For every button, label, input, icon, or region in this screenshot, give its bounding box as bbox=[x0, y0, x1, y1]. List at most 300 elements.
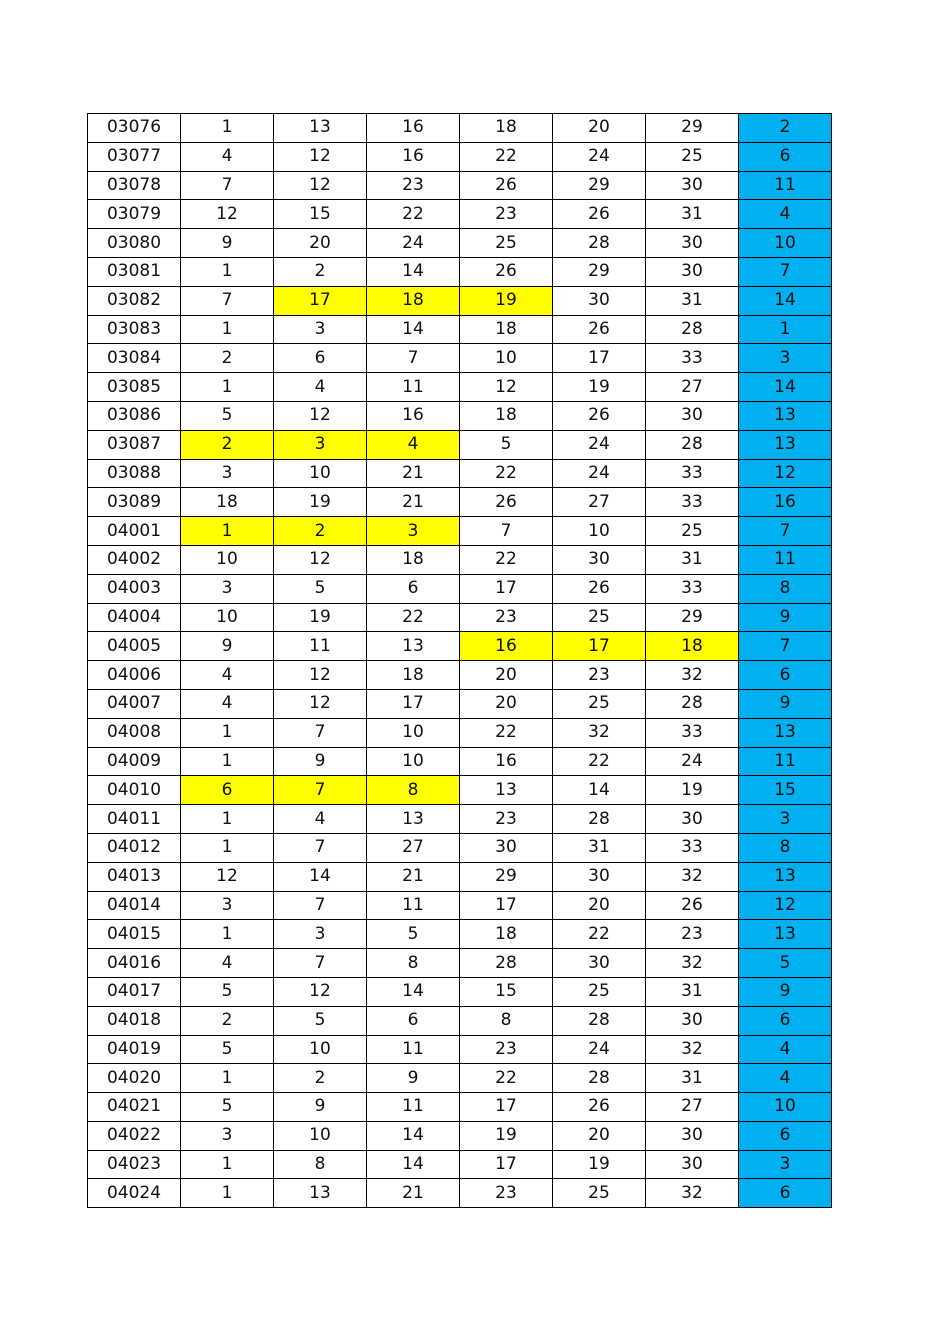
number-cell[interactable]: 11 bbox=[274, 632, 367, 661]
number-cell[interactable]: 19 bbox=[274, 488, 367, 517]
number-cell[interactable]: 1 bbox=[181, 833, 274, 862]
number-cell[interactable]: 18 bbox=[460, 315, 553, 344]
special-number-cell[interactable]: 10 bbox=[739, 229, 832, 258]
number-cell[interactable]: 8 bbox=[460, 1006, 553, 1035]
draw-number-cell[interactable]: 04015 bbox=[88, 920, 181, 949]
number-cell[interactable]: 30 bbox=[646, 1121, 739, 1150]
number-cell[interactable]: 15 bbox=[460, 977, 553, 1006]
number-cell[interactable]: 32 bbox=[646, 862, 739, 891]
special-number-cell[interactable]: 4 bbox=[739, 1035, 832, 1064]
number-cell[interactable]: 28 bbox=[646, 315, 739, 344]
number-cell[interactable]: 1 bbox=[181, 1179, 274, 1208]
number-cell[interactable]: 23 bbox=[367, 171, 460, 200]
draw-number-cell[interactable]: 04003 bbox=[88, 574, 181, 603]
number-cell[interactable]: 2 bbox=[274, 1064, 367, 1093]
number-cell[interactable]: 6 bbox=[367, 574, 460, 603]
number-cell[interactable]: 20 bbox=[553, 891, 646, 920]
special-number-cell[interactable]: 7 bbox=[739, 517, 832, 546]
special-number-cell[interactable]: 6 bbox=[739, 1179, 832, 1208]
number-cell[interactable]: 23 bbox=[460, 1035, 553, 1064]
number-cell[interactable]: 25 bbox=[460, 229, 553, 258]
number-cell[interactable]: 7 bbox=[181, 171, 274, 200]
number-cell[interactable]: 24 bbox=[553, 142, 646, 171]
number-cell[interactable]: 14 bbox=[274, 862, 367, 891]
draw-number-cell[interactable]: 03081 bbox=[88, 257, 181, 286]
highlighted-number-cell[interactable]: 19 bbox=[460, 286, 553, 315]
number-cell[interactable]: 24 bbox=[367, 229, 460, 258]
number-cell[interactable]: 8 bbox=[274, 1150, 367, 1179]
number-cell[interactable]: 22 bbox=[460, 545, 553, 574]
number-cell[interactable]: 26 bbox=[553, 1093, 646, 1122]
number-cell[interactable]: 13 bbox=[367, 805, 460, 834]
special-number-cell[interactable]: 3 bbox=[739, 805, 832, 834]
highlighted-number-cell[interactable]: 2 bbox=[274, 517, 367, 546]
draw-number-cell[interactable]: 04018 bbox=[88, 1006, 181, 1035]
number-cell[interactable]: 4 bbox=[181, 949, 274, 978]
draw-number-cell[interactable]: 03085 bbox=[88, 373, 181, 402]
draw-number-cell[interactable]: 04005 bbox=[88, 632, 181, 661]
draw-number-cell[interactable]: 04006 bbox=[88, 661, 181, 690]
number-cell[interactable]: 11 bbox=[367, 1035, 460, 1064]
number-cell[interactable]: 26 bbox=[553, 315, 646, 344]
number-cell[interactable]: 18 bbox=[367, 661, 460, 690]
number-cell[interactable]: 9 bbox=[181, 632, 274, 661]
number-cell[interactable]: 17 bbox=[553, 344, 646, 373]
number-cell[interactable]: 10 bbox=[274, 1035, 367, 1064]
number-cell[interactable]: 10 bbox=[274, 1121, 367, 1150]
number-cell[interactable]: 11 bbox=[367, 891, 460, 920]
number-cell[interactable]: 21 bbox=[367, 1179, 460, 1208]
number-cell[interactable]: 19 bbox=[274, 603, 367, 632]
draw-number-cell[interactable]: 04020 bbox=[88, 1064, 181, 1093]
number-cell[interactable]: 28 bbox=[553, 1006, 646, 1035]
number-cell[interactable]: 2 bbox=[274, 257, 367, 286]
draw-number-cell[interactable]: 04017 bbox=[88, 977, 181, 1006]
number-cell[interactable]: 30 bbox=[553, 862, 646, 891]
special-number-cell[interactable]: 10 bbox=[739, 1093, 832, 1122]
number-cell[interactable]: 16 bbox=[367, 114, 460, 143]
number-cell[interactable]: 1 bbox=[181, 373, 274, 402]
number-cell[interactable]: 28 bbox=[553, 805, 646, 834]
number-cell[interactable]: 19 bbox=[646, 776, 739, 805]
number-cell[interactable]: 23 bbox=[553, 661, 646, 690]
number-cell[interactable]: 13 bbox=[367, 632, 460, 661]
number-cell[interactable]: 26 bbox=[460, 488, 553, 517]
draw-number-cell[interactable]: 04022 bbox=[88, 1121, 181, 1150]
number-cell[interactable]: 24 bbox=[553, 459, 646, 488]
number-cell[interactable]: 12 bbox=[274, 977, 367, 1006]
number-cell[interactable]: 21 bbox=[367, 862, 460, 891]
number-cell[interactable]: 5 bbox=[460, 430, 553, 459]
highlighted-number-cell[interactable]: 17 bbox=[553, 632, 646, 661]
number-cell[interactable]: 23 bbox=[460, 805, 553, 834]
number-cell[interactable]: 27 bbox=[646, 1093, 739, 1122]
number-cell[interactable]: 23 bbox=[646, 920, 739, 949]
special-number-cell[interactable]: 9 bbox=[739, 603, 832, 632]
special-number-cell[interactable]: 9 bbox=[739, 977, 832, 1006]
number-cell[interactable]: 4 bbox=[181, 661, 274, 690]
number-cell[interactable]: 14 bbox=[367, 1121, 460, 1150]
draw-number-cell[interactable]: 03084 bbox=[88, 344, 181, 373]
special-number-cell[interactable]: 4 bbox=[739, 1064, 832, 1093]
number-cell[interactable]: 3 bbox=[181, 891, 274, 920]
number-cell[interactable]: 26 bbox=[460, 257, 553, 286]
special-number-cell[interactable]: 9 bbox=[739, 689, 832, 718]
number-cell[interactable]: 12 bbox=[181, 200, 274, 229]
number-cell[interactable]: 24 bbox=[553, 430, 646, 459]
draw-number-cell[interactable]: 04002 bbox=[88, 545, 181, 574]
number-cell[interactable]: 7 bbox=[274, 833, 367, 862]
special-number-cell[interactable]: 3 bbox=[739, 344, 832, 373]
special-number-cell[interactable]: 14 bbox=[739, 286, 832, 315]
number-cell[interactable]: 33 bbox=[646, 488, 739, 517]
highlighted-number-cell[interactable]: 2 bbox=[181, 430, 274, 459]
number-cell[interactable]: 26 bbox=[646, 891, 739, 920]
special-number-cell[interactable]: 11 bbox=[739, 545, 832, 574]
number-cell[interactable]: 3 bbox=[181, 459, 274, 488]
number-cell[interactable]: 8 bbox=[367, 949, 460, 978]
highlighted-number-cell[interactable]: 1 bbox=[181, 517, 274, 546]
number-cell[interactable]: 15 bbox=[274, 200, 367, 229]
number-cell[interactable]: 10 bbox=[553, 517, 646, 546]
number-cell[interactable]: 1 bbox=[181, 114, 274, 143]
special-number-cell[interactable]: 3 bbox=[739, 1150, 832, 1179]
special-number-cell[interactable]: 2 bbox=[739, 114, 832, 143]
special-number-cell[interactable]: 6 bbox=[739, 1121, 832, 1150]
number-cell[interactable]: 11 bbox=[367, 373, 460, 402]
number-cell[interactable]: 1 bbox=[181, 718, 274, 747]
special-number-cell[interactable]: 12 bbox=[739, 459, 832, 488]
number-cell[interactable]: 30 bbox=[646, 1006, 739, 1035]
special-number-cell[interactable]: 13 bbox=[739, 862, 832, 891]
number-cell[interactable]: 30 bbox=[646, 401, 739, 430]
number-cell[interactable]: 12 bbox=[181, 862, 274, 891]
number-cell[interactable]: 33 bbox=[646, 459, 739, 488]
number-cell[interactable]: 18 bbox=[460, 920, 553, 949]
number-cell[interactable]: 13 bbox=[274, 1179, 367, 1208]
number-cell[interactable]: 3 bbox=[274, 315, 367, 344]
number-cell[interactable]: 28 bbox=[553, 1064, 646, 1093]
number-cell[interactable]: 10 bbox=[367, 718, 460, 747]
special-number-cell[interactable]: 8 bbox=[739, 833, 832, 862]
number-cell[interactable]: 12 bbox=[274, 142, 367, 171]
number-cell[interactable]: 14 bbox=[367, 257, 460, 286]
number-cell[interactable]: 33 bbox=[646, 833, 739, 862]
number-cell[interactable]: 1 bbox=[181, 1150, 274, 1179]
number-cell[interactable]: 32 bbox=[646, 1035, 739, 1064]
draw-number-cell[interactable]: 04013 bbox=[88, 862, 181, 891]
number-cell[interactable]: 29 bbox=[553, 171, 646, 200]
number-cell[interactable]: 30 bbox=[553, 949, 646, 978]
special-number-cell[interactable]: 6 bbox=[739, 142, 832, 171]
number-cell[interactable]: 30 bbox=[646, 257, 739, 286]
number-cell[interactable]: 22 bbox=[460, 142, 553, 171]
number-cell[interactable]: 32 bbox=[646, 661, 739, 690]
number-cell[interactable]: 11 bbox=[367, 1093, 460, 1122]
number-cell[interactable]: 25 bbox=[553, 603, 646, 632]
number-cell[interactable]: 4 bbox=[181, 689, 274, 718]
draw-number-cell[interactable]: 04012 bbox=[88, 833, 181, 862]
number-cell[interactable]: 10 bbox=[274, 459, 367, 488]
number-cell[interactable]: 22 bbox=[460, 718, 553, 747]
number-cell[interactable]: 9 bbox=[181, 229, 274, 258]
special-number-cell[interactable]: 13 bbox=[739, 401, 832, 430]
special-number-cell[interactable]: 7 bbox=[739, 257, 832, 286]
number-cell[interactable]: 17 bbox=[460, 574, 553, 603]
number-cell[interactable]: 26 bbox=[553, 574, 646, 603]
number-cell[interactable]: 7 bbox=[274, 949, 367, 978]
special-number-cell[interactable]: 11 bbox=[739, 171, 832, 200]
number-cell[interactable]: 13 bbox=[460, 776, 553, 805]
number-cell[interactable]: 23 bbox=[460, 1179, 553, 1208]
special-number-cell[interactable]: 15 bbox=[739, 776, 832, 805]
number-cell[interactable]: 28 bbox=[553, 229, 646, 258]
draw-number-cell[interactable]: 03077 bbox=[88, 142, 181, 171]
special-number-cell[interactable]: 13 bbox=[739, 430, 832, 459]
highlighted-number-cell[interactable]: 16 bbox=[460, 632, 553, 661]
number-cell[interactable]: 16 bbox=[460, 747, 553, 776]
number-cell[interactable]: 22 bbox=[367, 200, 460, 229]
number-cell[interactable]: 12 bbox=[274, 401, 367, 430]
draw-number-cell[interactable]: 03087 bbox=[88, 430, 181, 459]
number-cell[interactable]: 31 bbox=[646, 1064, 739, 1093]
draw-number-cell[interactable]: 04023 bbox=[88, 1150, 181, 1179]
number-cell[interactable]: 14 bbox=[553, 776, 646, 805]
number-cell[interactable]: 22 bbox=[367, 603, 460, 632]
draw-number-cell[interactable]: 03082 bbox=[88, 286, 181, 315]
highlighted-number-cell[interactable]: 3 bbox=[367, 517, 460, 546]
special-number-cell[interactable]: 12 bbox=[739, 891, 832, 920]
number-cell[interactable]: 33 bbox=[646, 344, 739, 373]
special-number-cell[interactable]: 13 bbox=[739, 920, 832, 949]
number-cell[interactable]: 7 bbox=[367, 344, 460, 373]
highlighted-number-cell[interactable]: 6 bbox=[181, 776, 274, 805]
number-cell[interactable]: 22 bbox=[460, 1064, 553, 1093]
number-cell[interactable]: 20 bbox=[274, 229, 367, 258]
special-number-cell[interactable]: 8 bbox=[739, 574, 832, 603]
number-cell[interactable]: 27 bbox=[553, 488, 646, 517]
special-number-cell[interactable]: 7 bbox=[739, 632, 832, 661]
number-cell[interactable]: 4 bbox=[274, 805, 367, 834]
number-cell[interactable]: 24 bbox=[553, 1035, 646, 1064]
number-cell[interactable]: 1 bbox=[181, 315, 274, 344]
number-cell[interactable]: 19 bbox=[553, 373, 646, 402]
number-cell[interactable]: 30 bbox=[553, 545, 646, 574]
draw-number-cell[interactable]: 03080 bbox=[88, 229, 181, 258]
number-cell[interactable]: 31 bbox=[646, 286, 739, 315]
highlighted-number-cell[interactable]: 18 bbox=[646, 632, 739, 661]
number-cell[interactable]: 18 bbox=[367, 545, 460, 574]
number-cell[interactable]: 20 bbox=[553, 114, 646, 143]
number-cell[interactable]: 18 bbox=[460, 114, 553, 143]
number-cell[interactable]: 10 bbox=[181, 603, 274, 632]
number-cell[interactable]: 2 bbox=[181, 1006, 274, 1035]
number-cell[interactable]: 7 bbox=[274, 718, 367, 747]
number-cell[interactable]: 27 bbox=[367, 833, 460, 862]
special-number-cell[interactable]: 14 bbox=[739, 373, 832, 402]
number-cell[interactable]: 24 bbox=[646, 747, 739, 776]
number-cell[interactable]: 30 bbox=[646, 1150, 739, 1179]
number-cell[interactable]: 9 bbox=[274, 1093, 367, 1122]
number-cell[interactable]: 21 bbox=[367, 488, 460, 517]
number-cell[interactable]: 10 bbox=[181, 545, 274, 574]
number-cell[interactable]: 12 bbox=[460, 373, 553, 402]
number-cell[interactable]: 31 bbox=[646, 977, 739, 1006]
number-cell[interactable]: 18 bbox=[181, 488, 274, 517]
draw-number-cell[interactable]: 04007 bbox=[88, 689, 181, 718]
special-number-cell[interactable]: 6 bbox=[739, 1006, 832, 1035]
draw-number-cell[interactable]: 03083 bbox=[88, 315, 181, 344]
draw-number-cell[interactable]: 04021 bbox=[88, 1093, 181, 1122]
number-cell[interactable]: 25 bbox=[553, 1179, 646, 1208]
number-cell[interactable]: 16 bbox=[367, 142, 460, 171]
draw-number-cell[interactable]: 04024 bbox=[88, 1179, 181, 1208]
number-cell[interactable]: 13 bbox=[274, 114, 367, 143]
number-cell[interactable]: 1 bbox=[181, 805, 274, 834]
number-cell[interactable]: 5 bbox=[181, 1035, 274, 1064]
number-cell[interactable]: 5 bbox=[181, 1093, 274, 1122]
number-cell[interactable]: 26 bbox=[553, 200, 646, 229]
number-cell[interactable]: 12 bbox=[274, 171, 367, 200]
draw-number-cell[interactable]: 03086 bbox=[88, 401, 181, 430]
number-cell[interactable]: 5 bbox=[367, 920, 460, 949]
number-cell[interactable]: 19 bbox=[460, 1121, 553, 1150]
number-cell[interactable]: 9 bbox=[274, 747, 367, 776]
number-cell[interactable]: 12 bbox=[274, 545, 367, 574]
number-cell[interactable]: 32 bbox=[553, 718, 646, 747]
number-cell[interactable]: 26 bbox=[553, 401, 646, 430]
number-cell[interactable]: 5 bbox=[274, 574, 367, 603]
draw-number-cell[interactable]: 04009 bbox=[88, 747, 181, 776]
special-number-cell[interactable]: 6 bbox=[739, 661, 832, 690]
number-cell[interactable]: 7 bbox=[181, 286, 274, 315]
number-cell[interactable]: 1 bbox=[181, 920, 274, 949]
number-cell[interactable]: 29 bbox=[460, 862, 553, 891]
draw-number-cell[interactable]: 04016 bbox=[88, 949, 181, 978]
number-cell[interactable]: 23 bbox=[460, 603, 553, 632]
number-cell[interactable]: 18 bbox=[460, 401, 553, 430]
special-number-cell[interactable]: 4 bbox=[739, 200, 832, 229]
number-cell[interactable]: 5 bbox=[274, 1006, 367, 1035]
number-cell[interactable]: 25 bbox=[553, 977, 646, 1006]
number-cell[interactable]: 6 bbox=[367, 1006, 460, 1035]
highlighted-number-cell[interactable]: 4 bbox=[367, 430, 460, 459]
special-number-cell[interactable]: 13 bbox=[739, 718, 832, 747]
number-cell[interactable]: 3 bbox=[274, 920, 367, 949]
number-cell[interactable]: 28 bbox=[646, 430, 739, 459]
number-cell[interactable]: 30 bbox=[553, 286, 646, 315]
draw-number-cell[interactable]: 03089 bbox=[88, 488, 181, 517]
highlighted-number-cell[interactable]: 18 bbox=[367, 286, 460, 315]
number-cell[interactable]: 29 bbox=[646, 114, 739, 143]
number-cell[interactable]: 10 bbox=[460, 344, 553, 373]
number-cell[interactable]: 26 bbox=[460, 171, 553, 200]
number-cell[interactable]: 27 bbox=[646, 373, 739, 402]
number-cell[interactable]: 29 bbox=[553, 257, 646, 286]
number-cell[interactable]: 12 bbox=[274, 661, 367, 690]
draw-number-cell[interactable]: 04004 bbox=[88, 603, 181, 632]
draw-number-cell[interactable]: 04010 bbox=[88, 776, 181, 805]
special-number-cell[interactable]: 11 bbox=[739, 747, 832, 776]
number-cell[interactable]: 17 bbox=[460, 1093, 553, 1122]
number-cell[interactable]: 21 bbox=[367, 459, 460, 488]
number-cell[interactable]: 30 bbox=[646, 229, 739, 258]
number-cell[interactable]: 1 bbox=[181, 257, 274, 286]
number-cell[interactable]: 25 bbox=[646, 142, 739, 171]
number-cell[interactable]: 30 bbox=[460, 833, 553, 862]
draw-number-cell[interactable]: 04001 bbox=[88, 517, 181, 546]
number-cell[interactable]: 22 bbox=[553, 747, 646, 776]
draw-number-cell[interactable]: 03078 bbox=[88, 171, 181, 200]
number-cell[interactable]: 12 bbox=[274, 689, 367, 718]
number-cell[interactable]: 17 bbox=[367, 689, 460, 718]
number-cell[interactable]: 22 bbox=[553, 920, 646, 949]
number-cell[interactable]: 20 bbox=[553, 1121, 646, 1150]
draw-number-cell[interactable]: 04014 bbox=[88, 891, 181, 920]
draw-number-cell[interactable]: 04011 bbox=[88, 805, 181, 834]
number-cell[interactable]: 3 bbox=[181, 1121, 274, 1150]
special-number-cell[interactable]: 16 bbox=[739, 488, 832, 517]
number-cell[interactable]: 7 bbox=[460, 517, 553, 546]
number-cell[interactable]: 1 bbox=[181, 747, 274, 776]
number-cell[interactable]: 32 bbox=[646, 949, 739, 978]
special-number-cell[interactable]: 5 bbox=[739, 949, 832, 978]
number-cell[interactable]: 1 bbox=[181, 1064, 274, 1093]
number-cell[interactable]: 31 bbox=[646, 200, 739, 229]
special-number-cell[interactable]: 1 bbox=[739, 315, 832, 344]
draw-number-cell[interactable]: 03076 bbox=[88, 114, 181, 143]
draw-number-cell[interactable]: 03079 bbox=[88, 200, 181, 229]
number-cell[interactable]: 19 bbox=[553, 1150, 646, 1179]
number-cell[interactable]: 5 bbox=[181, 401, 274, 430]
number-cell[interactable]: 25 bbox=[646, 517, 739, 546]
number-cell[interactable]: 17 bbox=[460, 1150, 553, 1179]
number-cell[interactable]: 31 bbox=[646, 545, 739, 574]
number-cell[interactable]: 23 bbox=[460, 200, 553, 229]
number-cell[interactable]: 33 bbox=[646, 574, 739, 603]
number-cell[interactable]: 33 bbox=[646, 718, 739, 747]
number-cell[interactable]: 3 bbox=[181, 574, 274, 603]
number-cell[interactable]: 9 bbox=[367, 1064, 460, 1093]
number-cell[interactable]: 32 bbox=[646, 1179, 739, 1208]
number-cell[interactable]: 30 bbox=[646, 171, 739, 200]
number-cell[interactable]: 14 bbox=[367, 1150, 460, 1179]
number-cell[interactable]: 28 bbox=[460, 949, 553, 978]
number-cell[interactable]: 28 bbox=[646, 689, 739, 718]
number-cell[interactable]: 2 bbox=[181, 344, 274, 373]
number-cell[interactable]: 10 bbox=[367, 747, 460, 776]
number-cell[interactable]: 31 bbox=[553, 833, 646, 862]
number-cell[interactable]: 20 bbox=[460, 661, 553, 690]
number-cell[interactable]: 6 bbox=[274, 344, 367, 373]
number-cell[interactable]: 20 bbox=[460, 689, 553, 718]
highlighted-number-cell[interactable]: 17 bbox=[274, 286, 367, 315]
draw-number-cell[interactable]: 03088 bbox=[88, 459, 181, 488]
draw-number-cell[interactable]: 04019 bbox=[88, 1035, 181, 1064]
number-cell[interactable]: 14 bbox=[367, 977, 460, 1006]
highlighted-number-cell[interactable]: 7 bbox=[274, 776, 367, 805]
number-cell[interactable]: 17 bbox=[460, 891, 553, 920]
number-cell[interactable]: 16 bbox=[367, 401, 460, 430]
number-cell[interactable]: 30 bbox=[646, 805, 739, 834]
draw-number-cell[interactable]: 04008 bbox=[88, 718, 181, 747]
number-cell[interactable]: 4 bbox=[181, 142, 274, 171]
number-cell[interactable]: 22 bbox=[460, 459, 553, 488]
number-cell[interactable]: 5 bbox=[181, 977, 274, 1006]
number-cell[interactable]: 7 bbox=[274, 891, 367, 920]
number-cell[interactable]: 14 bbox=[367, 315, 460, 344]
highlighted-number-cell[interactable]: 3 bbox=[274, 430, 367, 459]
